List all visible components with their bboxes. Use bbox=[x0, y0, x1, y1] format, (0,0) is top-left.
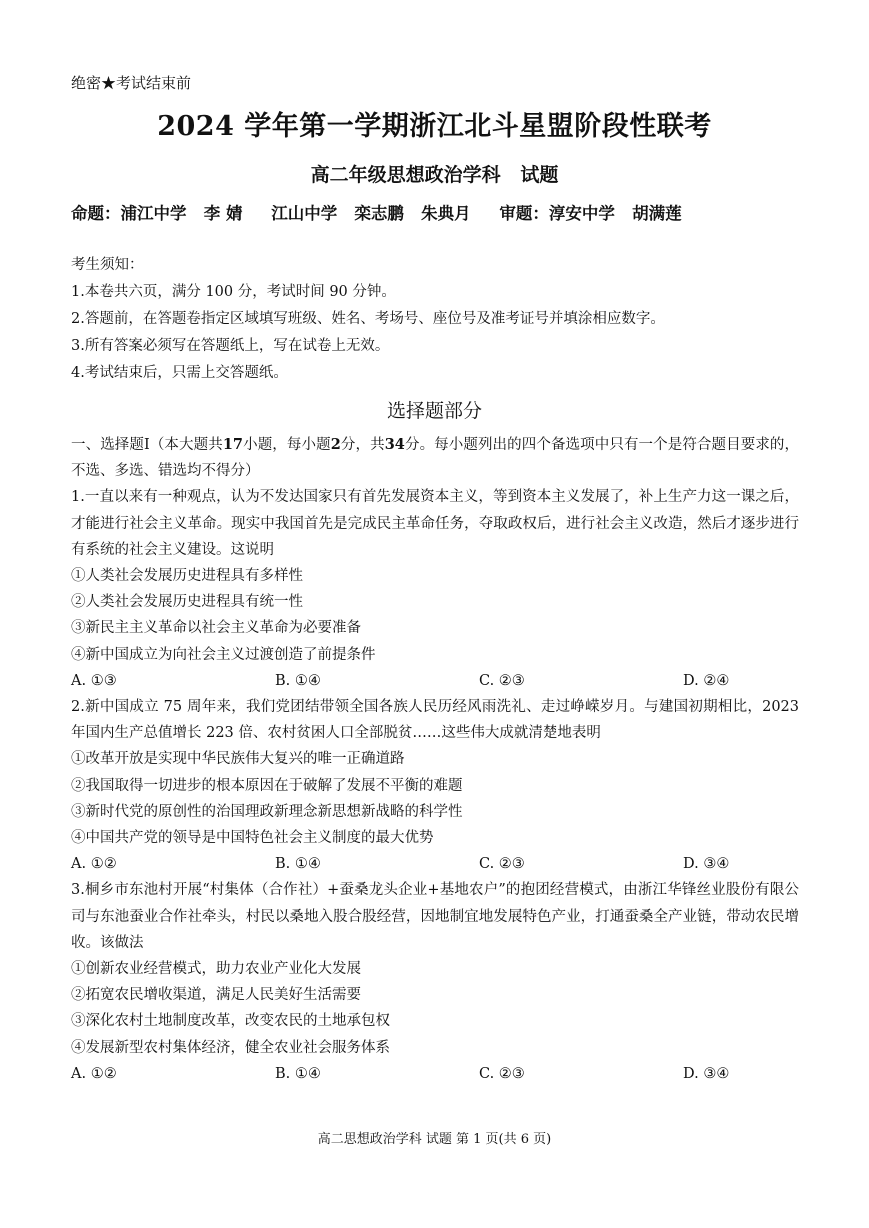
question-stem: 1.一直以来有一种观点，认为不发达国家只有首先发展资本主义，等到资本主义发展了，补上生产力这一课之后，才能进行社会主义革命。现实中我国首先是完成民主革命任务，夺取政权后，进行社会主义改造，然后才逐步进行有系统的社会主义建设。这说明 bbox=[71, 489, 799, 558]
authors-line: 命题：浦江中学 李 婧 江山中学 栾志鹏 朱典月 审题：淳安中学 胡满莲 bbox=[71, 204, 682, 223]
page-title: 2024 学年第一学期浙江北斗星盟阶段性联考 bbox=[157, 111, 712, 142]
answer-options bbox=[71, 668, 799, 694]
question-statement: ②人类社会发展历史进程具有统一性 bbox=[71, 594, 303, 611]
question-statement: ④新中国成立为向社会主义过渡创造了前提条件 bbox=[71, 646, 376, 663]
option-a: A. ①② bbox=[71, 856, 117, 873]
question-statement: ④发展新型农村集体经济，健全农业社会服务体系 bbox=[71, 1039, 390, 1056]
questions-body bbox=[71, 432, 799, 1087]
question-statement: ①改革开放是实现中华民族伟大复兴的唯一正确道路 bbox=[71, 751, 405, 768]
section-intro: 一、选择题Ⅰ（本大题共17小题，每小题2分，共34分。每小题列出的四个备选项中只有一个是符合题目要求的，不选、多选、错选均不得分） bbox=[71, 436, 800, 480]
question-statement: ①创新农业经营模式，助力农业产业化大发展 bbox=[71, 961, 361, 978]
option-c: C. ②③ bbox=[479, 856, 525, 873]
question-statement: ②我国取得一切进步的根本原因在于破解了发展不平衡的难题 bbox=[71, 777, 463, 794]
question-statement: ④中国共产党的领导是中国特色社会主义制度的最大优势 bbox=[71, 830, 434, 847]
question-statement: ③新民主主义革命以社会主义革命为必要准备 bbox=[71, 620, 361, 637]
option-c: C. ②③ bbox=[479, 1065, 525, 1082]
option-d: D. ③④ bbox=[683, 856, 730, 873]
question-stem: 2.新中国成立 75 周年来，我们党团结带领全国各族人民历经风雨洗礼、走过峥嵘岁月。与建国初期相比，2023 年国内生产总值增长 223 倍、农村贫困人口全部脱贫……这些伟大成就清楚地表明 bbox=[71, 699, 799, 742]
question-statement: ①人类社会发展历史进程具有多样性 bbox=[71, 568, 303, 585]
notice-heading: 考生须知： bbox=[71, 257, 144, 273]
exam-notice bbox=[71, 252, 665, 387]
notice-item: 2.答题前，在答题卷指定区域填写班级、姓名、考场号、座位号及准考证号并填涂相应数字。 bbox=[71, 311, 665, 327]
question-stem: 3.桐乡市东池村开展“村集体（合作社）+蚕桑龙头企业+基地农户”的抱团经营模式，由浙江华锋丝业股份有限公司与东池蚕业合作社牵头，村民以桑地入股合股经营，因地制宜地发展特色产业，打通蚕桑全产业链，带动农民增收。该做法 bbox=[71, 882, 799, 951]
option-b: B. ①④ bbox=[275, 672, 321, 689]
notice-item: 3.所有答案必须写在答题纸上，写在试卷上无效。 bbox=[71, 338, 390, 354]
section-title: 选择题部分 bbox=[386, 400, 482, 422]
option-b: B. ①④ bbox=[275, 1065, 321, 1082]
confidential-label: 绝密★考试结束前 bbox=[71, 74, 192, 92]
option-d: D. ②④ bbox=[683, 672, 730, 689]
question-statement: ③深化农村土地制度改革，改变农民的土地承包权 bbox=[71, 1013, 390, 1030]
page-footer: 高二思想政治学科 试题 第 1 页(共 6 页) bbox=[317, 1132, 552, 1147]
question-statement: ②拓宽农民增收渠道，满足人民美好生活需要 bbox=[71, 987, 361, 1004]
option-c: C. ②③ bbox=[479, 672, 525, 689]
subject-subtitle: 高二年级思想政治学科 试题 bbox=[310, 164, 559, 186]
option-a: A. ①③ bbox=[71, 672, 117, 689]
option-d: D. ③④ bbox=[683, 1065, 730, 1082]
question-statement: ③新时代党的原创性的治国理政新理念新思想新战略的科学性 bbox=[71, 803, 463, 820]
answer-options bbox=[71, 1061, 799, 1087]
option-b: B. ①④ bbox=[275, 856, 321, 873]
answer-options bbox=[71, 851, 799, 877]
notice-item: 4.考试结束后，只需上交答题纸。 bbox=[71, 365, 288, 381]
notice-item: 1.本卷共六页，满分 100 分，考试时间 90 分钟。 bbox=[71, 284, 396, 300]
option-a: A. ①② bbox=[71, 1065, 117, 1082]
